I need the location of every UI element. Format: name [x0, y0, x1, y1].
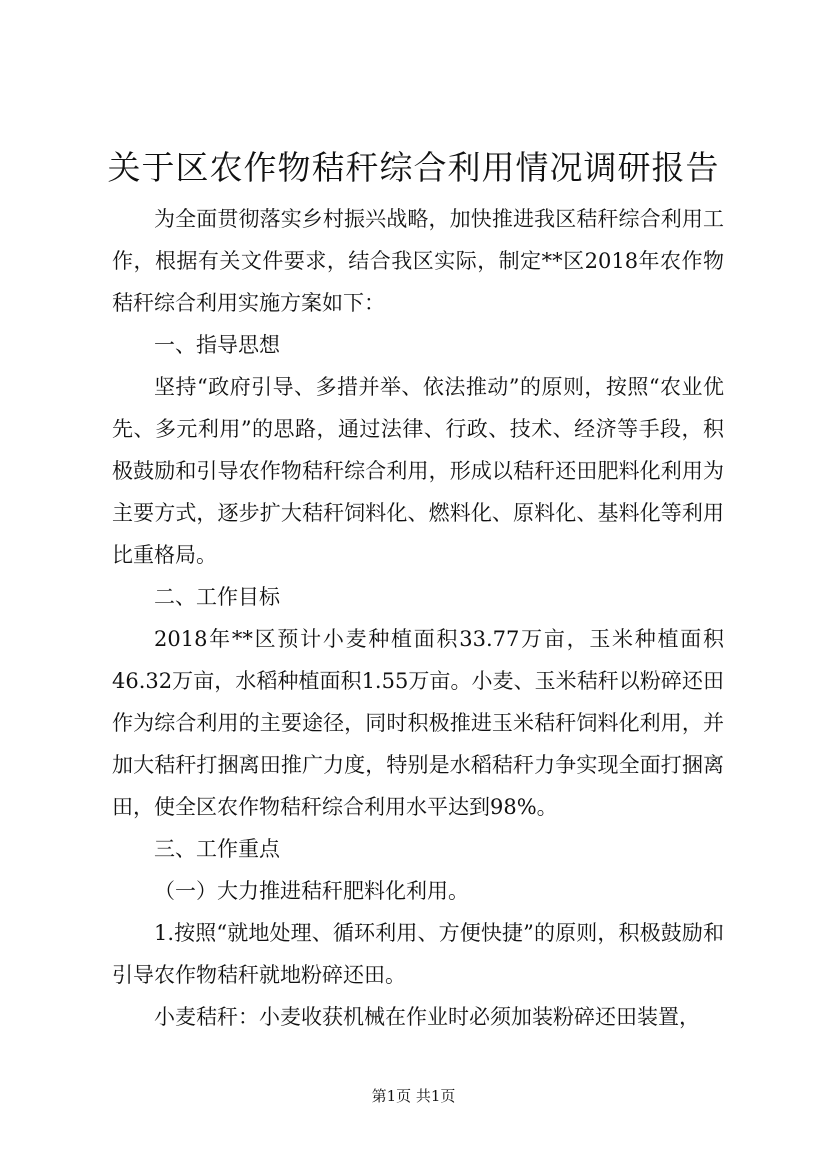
paragraph-wheat-straw: 小麦秸秆：小麦收获机械在作业时必须加装粉碎还田装置， — [154, 1005, 700, 1029]
subsection-heading-fertilizer: （一）大力推进秸秆肥料化利用。 — [154, 879, 469, 903]
document-body — [112, 198, 724, 1038]
paragraph-guiding-ideology: 坚持“政府引导、多措并举、依法推动”的原则，按照“农业优先、多元利用”的思路，通过法律、行政、技术、经济等手段，积极鼓励和引导农作物秸秆综合利用，形成以秸秆还田肥料化利用为主要方式，逐步扩大秸秆饲料化、燃料化、原料化、基料化等利用比重格局。 — [112, 375, 724, 567]
section-heading-guiding-ideology: 一、指导思想 — [154, 333, 280, 357]
document-title: 关于区农作物秸秆综合利用情况调研报告 — [107, 148, 720, 187]
paragraph-item-1: 1.按照“就地处理、循环利用、方便快捷”的原则，积极鼓励和引导农作物秸秆就地粉碎还田。 — [112, 921, 724, 987]
paragraph-work-goals: 2018年**区预计小麦种植面积33.77万亩，玉米种植面积46.32万亩，水稻种植面积1.55万亩。小麦、玉米秸秆以粉碎还田作为综合利用的主要途径，同时积极推进玉米秸秆饲料化利用，并加大秸秆打捆离田推广力度，特别是水稻秸秆力争实现全面打捆离田，使全区农作物秸秆综合利用水平达到98%。 — [112, 627, 724, 819]
page-footer: 第1页 共1页 — [371, 1087, 456, 1105]
section-heading-work-focus: 三、工作重点 — [154, 837, 280, 861]
paragraph-intro: 为全面贯彻落实乡村振兴战略，加快推进我区秸秆综合利用工作，根据有关文件要求，结合我区实际，制定**区2018年农作物秸秆综合利用实施方案如下： — [112, 207, 724, 315]
section-heading-work-goals: 二、工作目标 — [154, 585, 280, 609]
